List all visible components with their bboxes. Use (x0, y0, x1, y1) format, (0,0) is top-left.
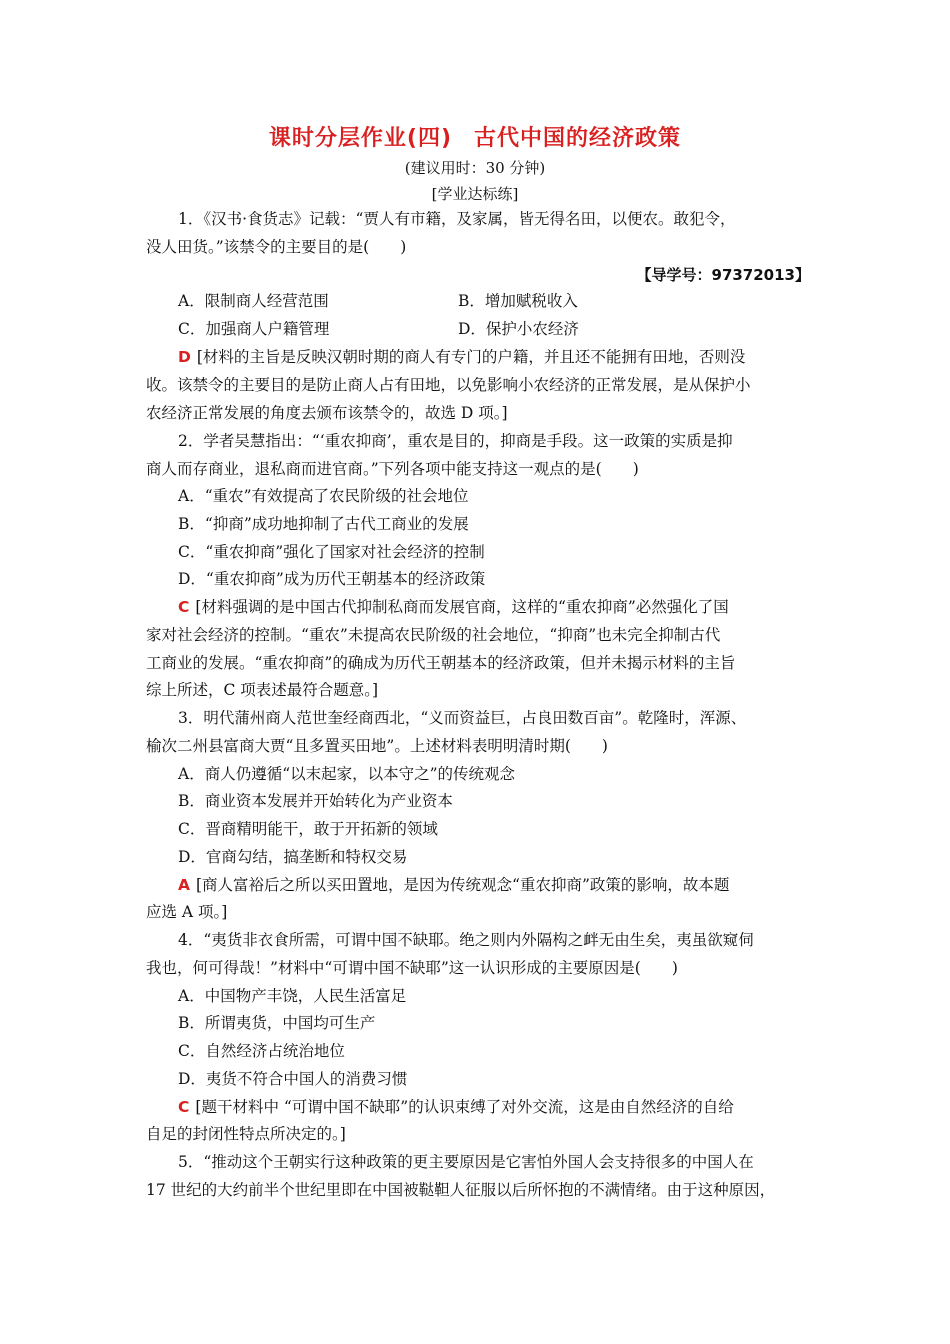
q4-stem-line1: 4．“夷货非衣食所需，可谓中国不缺耶。绝之则内外隔构之衅无由生矣，夷虽欲窥伺 (178, 931, 754, 949)
q1-stem-line2: 没人田货。”该禁令的主要目的是( ) (146, 238, 407, 256)
q1-guide-number: 【导学号：97372013】 (636, 266, 810, 284)
q4-option-b: B．所谓夷货，中国均可生产 (178, 1014, 376, 1032)
q4-option-c: C．自然经济占统治地位 (178, 1042, 345, 1060)
q4-explanation-line1: C [题干材料中 “可谓中国不缺耶”的认识束缚了对外交流，这是由自然经济的自给 (178, 1098, 734, 1116)
q3-option-b: B．商业资本发展并开始转化为产业资本 (178, 792, 453, 810)
q1-explanation-line1: D [材料的主旨是反映汉朝时期的商人有专门的户籍，并且还不能拥有田地，否则没 (178, 348, 746, 366)
q2-explanation-line4: 综上所述，C 项表述最符合题意。] (146, 681, 379, 699)
page-title (0, 121, 950, 152)
q3-stem-line1: 3．明代蒲州商人范世奎经商西北，“义而资益巨，占良田数百亩”。乾隆时，浑源、 (178, 709, 747, 727)
q5-stem-line1: 5．“推动这个王朝实行这种政策的更主要原因是它害怕外国人会支持很多的中国人在 (178, 1153, 754, 1171)
q1-option-c: C．加强商人户籍管理 (178, 320, 330, 338)
title-main: 课时分层作业(四) (268, 126, 453, 151)
q4-answer: C (178, 1098, 190, 1116)
q3-explanation-line2: 应选 A 项。] (146, 903, 228, 921)
q3-stem-line2: 榆次二州县富商大贾“且多置买田地”。上述材料表明明清时期( ) (146, 737, 608, 755)
q2-explanation-line3: 工商业的发展。“重农抑商”的确成为历代王朝基本的经济政策，但并未揭示材料的主旨 (146, 654, 736, 672)
q4-option-a: A．中国物产丰饶，人民生活富足 (178, 987, 407, 1005)
q1-option-b: B．增加赋税收入 (458, 292, 578, 310)
q2-option-d: D．“重农抑商”成为历代王朝基本的经济政策 (178, 570, 486, 588)
time-note: (建议用时：30 分钟) (404, 159, 546, 177)
q2-explanation-line1: C [材料强调的是中国古代抑制私商而发展官商，这样的“重农抑商”必然强化了国 (178, 598, 729, 616)
q2-option-b: B．“抑商”成功地抑制了古代工商业的发展 (178, 515, 469, 533)
section-label: [学业达标练] (431, 185, 519, 203)
q3-explanation-line1: A [商人富裕后之所以买田置地，是因为传统观念“重农抑商”政策的影响，故本题 (178, 876, 730, 894)
q2-explanation-line2: 家对社会经济的控制。“重农”未提高农民阶级的社会地位，“抑商”也未完全抑制古代 (146, 626, 721, 644)
q4-stem-line2: 我也，何可得哉！”材料中“可谓中国不缺耶”这一认识形成的主要原因是( ) (146, 959, 678, 977)
q4-explanation-line2: 自足的封闭性特点所决定的。] (146, 1125, 346, 1143)
q1-explanation-line2: 收。该禁令的主要目的是防止商人占有田地，以免影响小农经济的正常发展，是从保护小 (146, 376, 751, 394)
q1-explanation-line3: 农经济正常发展的角度去颁布该禁令的，故选 D 项。] (146, 404, 508, 422)
q3-option-d: D．官商勾结，搞垄断和特权交易 (178, 848, 408, 866)
q1-option-a: A．限制商人经营范围 (178, 292, 329, 310)
q1-option-d: D．保护小农经济 (458, 320, 579, 338)
q2-option-a: A．“重农”有效提高了农民阶级的社会地位 (178, 487, 469, 505)
q3-answer: A (178, 876, 190, 894)
q4-option-d: D．夷货不符合中国人的消费习惯 (178, 1070, 408, 1088)
title-sub: 古代中国的经济政策 (474, 126, 682, 151)
q1-stem-line1: 1．《汉书·食货志》记载：“贾人有市籍，及家属，皆无得名田，以便农。敢犯令， (178, 210, 736, 228)
q5-stem-line2: 17 世纪的大约前半个世纪里即在中国被鞑靼人征服以后所怀抱的不满情绪。由于这种原因， (146, 1181, 776, 1199)
q2-answer: C (178, 598, 190, 616)
q2-stem-line2: 商人而存商业，退私商而进官商。”下列各项中能支持这一观点的是( ) (146, 460, 639, 478)
q3-option-a: A．商人仍遵循“以末起家，以本守之”的传统观念 (178, 765, 516, 783)
q2-option-c: C．“重农抑商”强化了国家对社会经济的控制 (178, 543, 485, 561)
q2-stem-line1: 2．学者吴慧指出：“‘重农抑商’，重农是目的，抑商是手段。这一政策的实质是抑 (178, 432, 733, 450)
q3-option-c: C．晋商精明能干，敢于开拓新的领域 (178, 820, 438, 838)
q1-answer: D (178, 348, 191, 366)
